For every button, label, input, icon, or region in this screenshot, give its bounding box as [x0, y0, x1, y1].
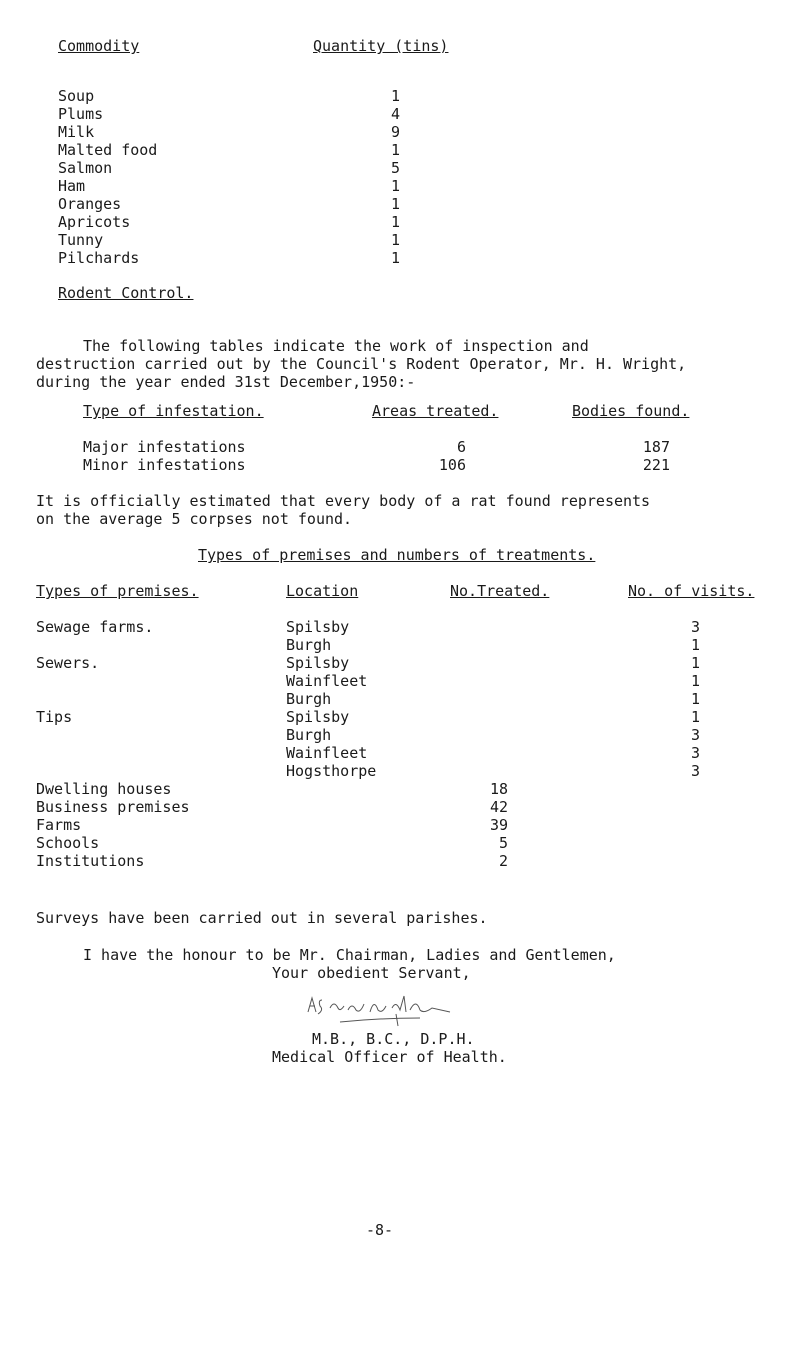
commodity-name: Pilchards	[58, 249, 140, 267]
estimate-line-1: It is officially estimated that every body of a rat found represents	[36, 492, 651, 510]
officer-title: Medical Officer of Health.	[272, 1048, 507, 1066]
premises-visits: 1	[690, 636, 700, 654]
commodity-quantity: 1	[390, 177, 400, 195]
premises-type: Sewage farms.	[36, 618, 154, 636]
closing-line-2: Your obedient Servant,	[272, 964, 471, 982]
closing-line-1: I have the honour to be Mr. Chairman, Ladies and Gentlemen,	[83, 946, 616, 964]
commodity-name: Apricots	[58, 213, 131, 231]
commodity-quantity: 1	[390, 195, 400, 213]
intro-line-3: during the year ended 31st December,1950:-	[36, 373, 416, 391]
bodies-found-header: Bodies found.	[572, 402, 690, 420]
premises-type: Sewers.	[36, 654, 100, 672]
commodity-quantity: 9	[390, 123, 400, 141]
premises-location: Spilsby	[286, 708, 350, 726]
commodity-name: Oranges	[58, 195, 122, 213]
commodity-name: Milk	[58, 123, 95, 141]
premises-treated: 42	[489, 798, 508, 816]
commodity-quantity: 1	[390, 141, 400, 159]
premises-section-title: Types of premises and numbers of treatments.	[198, 546, 596, 564]
estimate-line-2: on the average 5 corpses not found.	[36, 510, 353, 528]
premises-location: Burgh	[286, 636, 332, 654]
infestation-type: Major infestations	[83, 438, 246, 456]
commodity-name: Plums	[58, 105, 104, 123]
premises-type: Schools	[36, 834, 100, 852]
areas-treated-value: 6	[456, 438, 466, 456]
premises-visits: 1	[690, 690, 700, 708]
premises-visits: 1	[690, 708, 700, 726]
premises-treated: 2	[498, 852, 508, 870]
commodity-name: Soup	[58, 87, 95, 105]
commodity-quantity: 1	[390, 249, 400, 267]
no-visits-header: No. of visits.	[628, 582, 755, 600]
location-header: Location	[286, 582, 359, 600]
quantity-header: Quantity (tins)	[313, 37, 449, 55]
rodent-control-heading: Rodent Control.	[58, 284, 194, 302]
commodity-name: Ham	[58, 177, 86, 195]
intro-line-1: The following tables indicate the work of inspection and	[83, 337, 589, 355]
infestation-type: Minor infestations	[83, 456, 246, 474]
commodity-name: Tunny	[58, 231, 104, 249]
premises-type-header: Types of premises.	[36, 582, 199, 600]
premises-location: Wainfleet	[286, 672, 368, 690]
commodity-name: Malted food	[58, 141, 158, 159]
premises-location: Spilsby	[286, 654, 350, 672]
premises-location: Burgh	[286, 690, 332, 708]
commodity-header: Commodity	[58, 37, 140, 55]
premises-visits: 3	[690, 726, 700, 744]
qualifications: M.B., B.C., D.P.H.	[312, 1030, 475, 1048]
handwritten-signature	[300, 988, 460, 1028]
premises-location: Spilsby	[286, 618, 350, 636]
page-number: -8-	[366, 1221, 394, 1239]
commodity-quantity: 1	[390, 213, 400, 231]
premises-location: Hogsthorpe	[286, 762, 377, 780]
premises-visits: 3	[690, 744, 700, 762]
commodity-quantity: 4	[390, 105, 400, 123]
bodies-found-value: 221	[642, 456, 670, 474]
premises-visits: 1	[690, 654, 700, 672]
premises-type: Farms	[36, 816, 82, 834]
infestation-type-header: Type of infestation.	[83, 402, 264, 420]
premises-treated: 5	[498, 834, 508, 852]
intro-line-2: destruction carried out by the Council's Rodent Operator, Mr. H. Wright,	[36, 355, 687, 373]
commodity-quantity: 1	[390, 87, 400, 105]
premises-treated: 39	[489, 816, 508, 834]
commodity-name: Salmon	[58, 159, 113, 177]
premises-type: Institutions	[36, 852, 145, 870]
no-treated-header: No.Treated.	[450, 582, 550, 600]
areas-treated-header: Areas treated.	[372, 402, 499, 420]
premises-visits: 1	[690, 672, 700, 690]
commodity-quantity: 5	[390, 159, 400, 177]
premises-visits: 3	[690, 762, 700, 780]
premises-location: Burgh	[286, 726, 332, 744]
premises-treated: 18	[489, 780, 508, 798]
premises-type: Tips	[36, 708, 73, 726]
premises-visits: 3	[690, 618, 700, 636]
premises-type: Dwelling houses	[36, 780, 172, 798]
commodity-quantity: 1	[390, 231, 400, 249]
surveys-text: Surveys have been carried out in several parishes.	[36, 909, 488, 927]
bodies-found-value: 187	[642, 438, 670, 456]
premises-location: Wainfleet	[286, 744, 368, 762]
premises-type: Business premises	[36, 798, 190, 816]
areas-treated-value: 106	[438, 456, 466, 474]
